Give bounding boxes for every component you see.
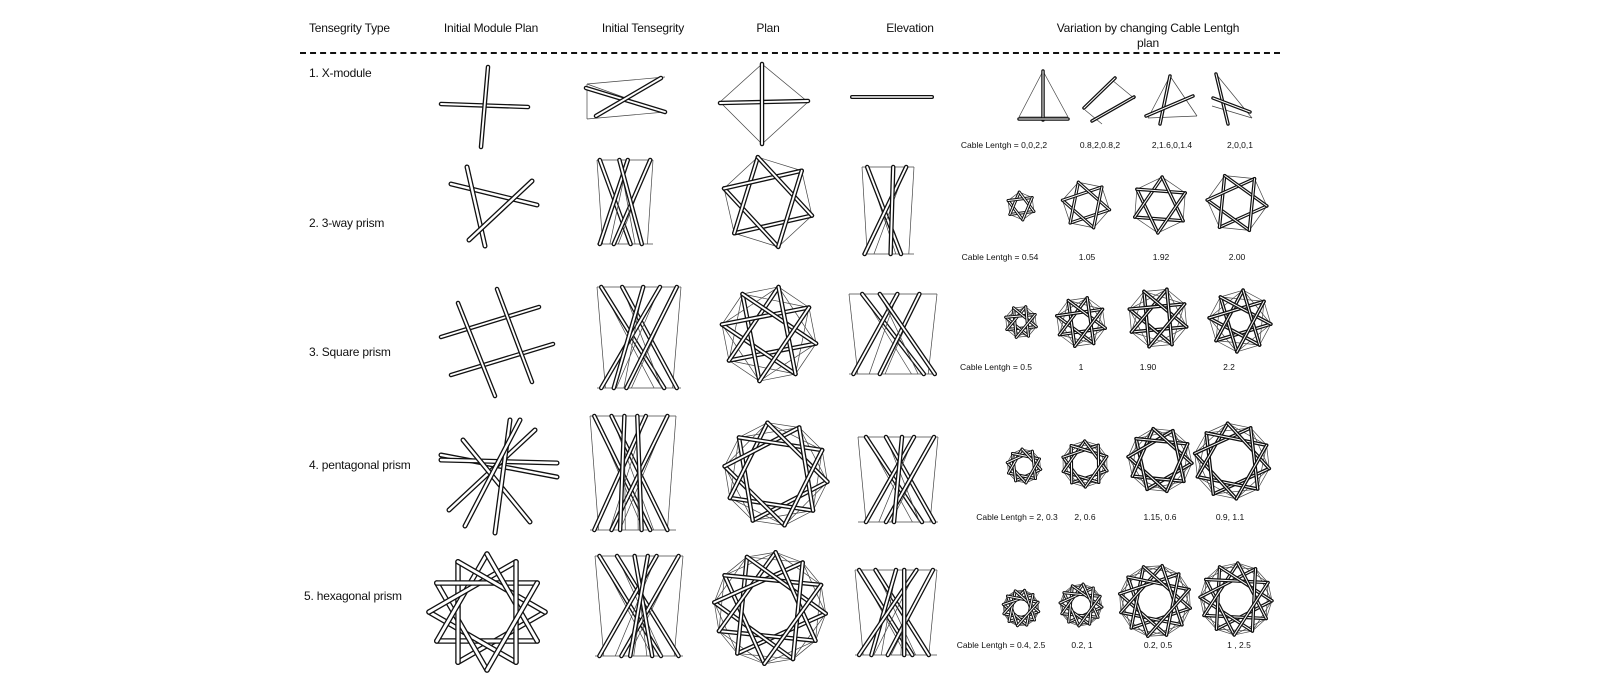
caption-row1-var1: Cable Lentgh = 0,0,2,2	[960, 140, 1048, 150]
caption-row3-var2: 1	[1078, 362, 1084, 372]
caption-row2-var2: 1.05	[1078, 252, 1096, 262]
hexagonal-prism-initial-plan	[429, 554, 545, 670]
caption-row3-var3: 1.90	[1139, 362, 1157, 372]
hexagonal-prism-elevation	[855, 570, 937, 655]
x-module-variation-4	[1212, 74, 1252, 124]
row-label-hexagonal-prism: 5. hexagonal prism	[304, 589, 402, 603]
three-way-prism-variation-1	[1008, 192, 1034, 220]
pentagonal-prism-variation-4	[1195, 423, 1269, 499]
pentagonal-prism-initial-tensegrity	[590, 416, 676, 530]
hexagonal-prism-initial-tensegrity	[595, 556, 683, 656]
caption-row2-var1: Cable Lentgh = 0.54	[961, 252, 1039, 262]
x-module-initial-tensegrity	[586, 77, 665, 119]
x-module-plan	[720, 64, 808, 144]
header-initial-module-plan: Initial Module Plan	[443, 21, 539, 35]
hexagonal-prism-variation-3	[1120, 566, 1191, 637]
row-label-square-prism: 3. Square prism	[309, 345, 391, 359]
square-prism-variation-1	[1006, 307, 1037, 338]
x-module-variation-2	[1084, 78, 1135, 124]
caption-row3-var4: 2.2	[1223, 362, 1235, 372]
header-variation-line2: plan	[1137, 36, 1159, 50]
caption-row4-var4: 0.9, 1.1	[1215, 512, 1245, 522]
hexagonal-prism-variation-4	[1200, 563, 1272, 635]
pentagonal-prism-variation-2	[1063, 441, 1107, 487]
header-variation-line1: Variation by changing Cable Lentgh	[1056, 21, 1240, 35]
three-way-prism-initial-plan	[451, 167, 537, 246]
caption-row1-var2: 0.8,2,0.8,2	[1079, 140, 1121, 150]
row-label-pentagonal-prism: 4. pentagonal prism	[309, 458, 411, 472]
square-prism-variation-3	[1129, 289, 1186, 346]
caption-row2-var4: 2.00	[1228, 252, 1246, 262]
square-prism-elevation	[849, 294, 937, 374]
x-module-variation-1	[1019, 71, 1068, 120]
caption-row1-var4: 2,0,0,1	[1227, 140, 1253, 150]
three-way-prism-initial-tensegrity	[597, 160, 653, 244]
header-elevation: Elevation	[886, 21, 934, 35]
x-module-variation-3	[1146, 76, 1197, 124]
header-tensegrity-type: Tensegrity Type	[309, 21, 390, 35]
hexagonal-prism-variation-1	[1003, 590, 1038, 625]
square-prism-plan	[722, 287, 816, 381]
row-label-3-way-prism: 2. 3-way prism	[309, 216, 385, 230]
row-label-x-module: 1. X-module	[309, 66, 372, 80]
square-prism-initial-plan	[441, 289, 553, 396]
caption-row5-var4: 1 , 2.5	[1227, 640, 1251, 650]
three-way-prism-plan	[724, 157, 812, 247]
hexagonal-prism-variation-2	[1060, 584, 1102, 626]
square-prism-initial-tensegrity	[597, 287, 681, 388]
square-prism-variation-4	[1209, 290, 1271, 352]
caption-row3-var1: Cable Lentgh = 0.5	[959, 362, 1033, 372]
caption-row2-var3: 1.92	[1152, 252, 1170, 262]
pentagonal-prism-variation-1	[1007, 449, 1040, 483]
three-way-prism-variation-2	[1062, 182, 1109, 228]
three-way-prism-variation-3	[1135, 177, 1185, 233]
pentagonal-prism-plan	[725, 423, 828, 526]
square-prism-variation-2	[1057, 298, 1105, 346]
pentagonal-prism-elevation	[858, 437, 938, 522]
caption-row1-var3: 2,1.6,0,1.4	[1151, 140, 1193, 150]
header-initial-tensegrity: Initial Tensegrity	[601, 21, 685, 35]
three-way-prism-variation-4	[1207, 176, 1267, 231]
header-plan: Plan	[756, 21, 780, 35]
caption-row5-var2: 0.2, 1	[1071, 640, 1093, 650]
three-way-prism-elevation	[862, 167, 914, 254]
pentagonal-prism-variation-3	[1128, 429, 1192, 492]
caption-row5-var1: Cable Lentgh = 0.4, 2.5	[956, 640, 1046, 650]
pentagonal-prism-initial-plan	[441, 420, 557, 533]
caption-row4-var3: 1.15, 0.6	[1143, 512, 1177, 522]
hexagonal-prism-plan	[714, 552, 825, 663]
x-module-initial-plan	[441, 67, 528, 147]
caption-row5-var3: 0.2, 0.5	[1143, 640, 1173, 650]
caption-row4-var1: Cable Lentgh = 2, 0.3	[976, 512, 1058, 522]
caption-row4-var2: 2, 0.6	[1074, 512, 1096, 522]
